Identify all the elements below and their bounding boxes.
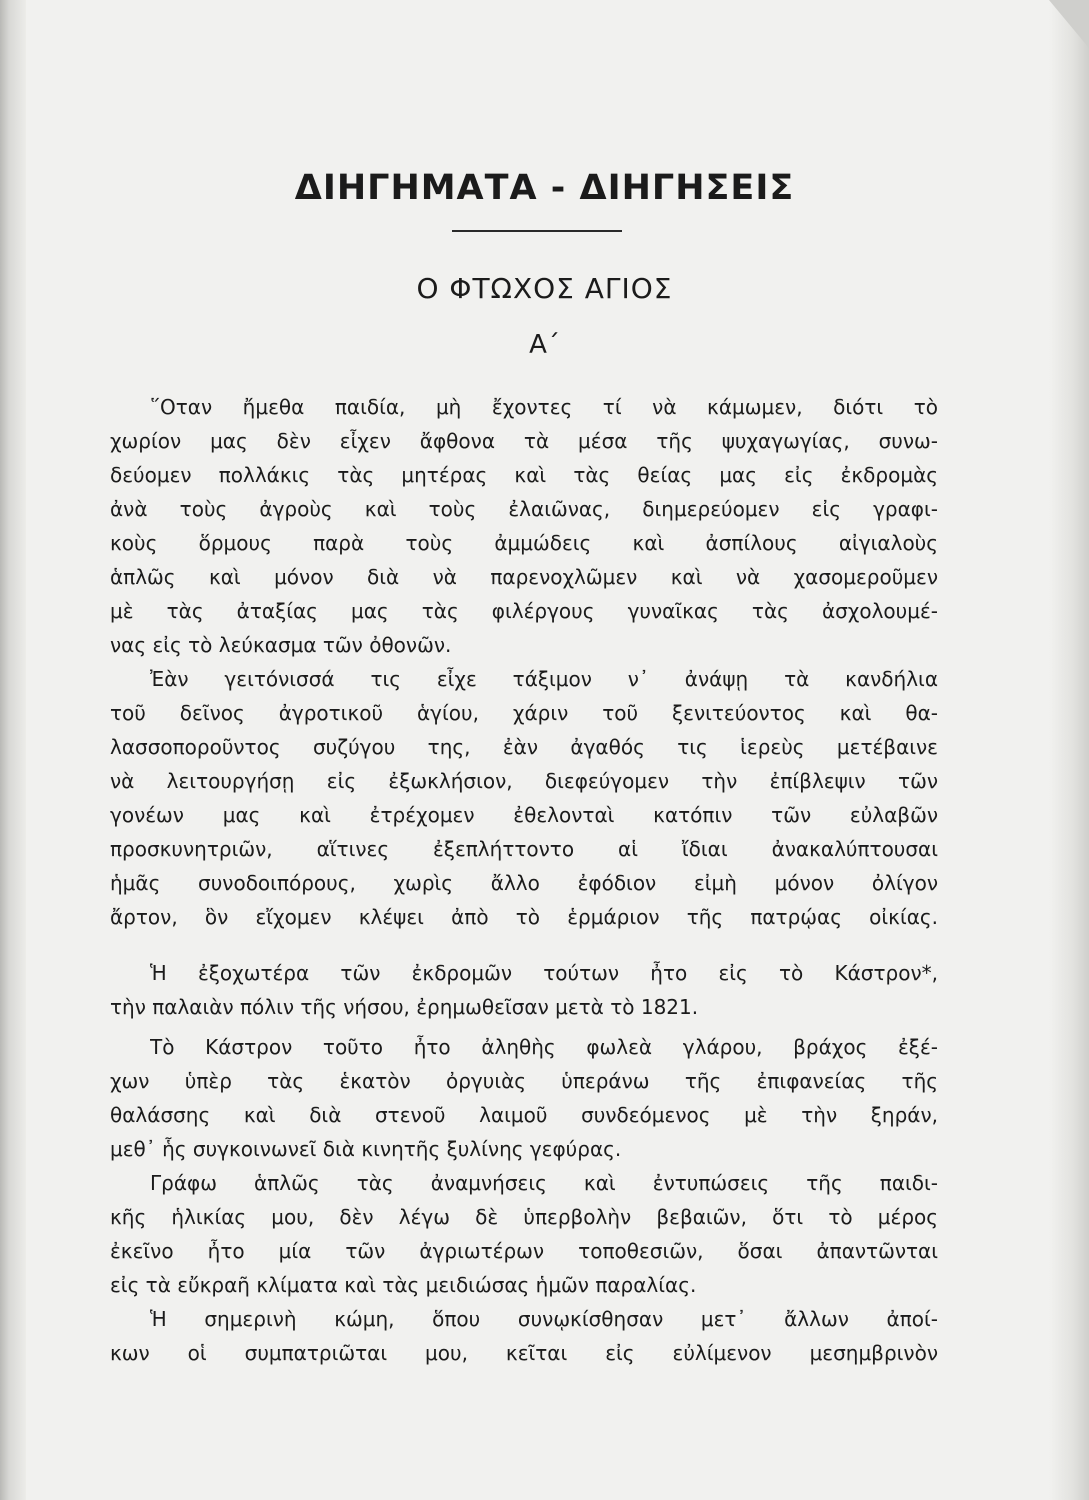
chapter-number: Α΄ bbox=[529, 330, 560, 360]
text-line: Γράφω ἁπλῶς τὰς ἀναμνήσεις καὶ ἐντυπώσεις τῆς παιδι- bbox=[150, 1171, 938, 1195]
text-line: ἀνὰ τοὺς ἀγροὺς καὶ τοὺς ἐλαιῶνας, διημερεύομεν εἰς γραφι- bbox=[110, 497, 938, 521]
text-line: ἐκεῖνο ἦτο μία τῶν ἀγριωτέρων τοποθεσιῶν, ὅσαι ἀπαντῶνται bbox=[110, 1239, 938, 1263]
section-title: ΔΙΗΓΗΜΑΤΑ - ΔΙΗΓΗΣΕΙΣ bbox=[294, 168, 795, 208]
text-line: ῞Οταν ἤμεθα παιδία, μὴ ἔχοντες τί νὰ κάμωμεν, διότι τὸ bbox=[150, 395, 938, 419]
binding-shadow bbox=[0, 0, 26, 1500]
text-line: εἰς τὰ εὔκραῆ κλίματα καὶ τὰς μειδιώσας ἡμῶν παραλίας. bbox=[110, 1273, 697, 1297]
text-line: θαλάσσης καὶ διὰ στενοῦ λαιμοῦ συνδεόμενος μὲ τὴν ξηράν, bbox=[110, 1103, 938, 1127]
text-line: τὴν παλαιὰν πόλιν τῆς νήσου, ἐρημωθεῖσαν μετὰ τὸ 1821. bbox=[110, 995, 699, 1019]
text-line: Ἡ ἐξοχωτέρα τῶν ἐκδρομῶν τούτων ἦτο εἰς τὸ Κάστρον*, bbox=[150, 961, 938, 985]
text-line: Ἡ σημερινὴ κώμη, ὅπου συνῳκίσθησαν μετ᾽ ἄλλων ἀποί- bbox=[150, 1307, 938, 1331]
text-line: Τὸ Κάστρον τοῦτο ἦτο ἀληθὴς φωλεὰ γλάρου, βράχος ἐξέ- bbox=[150, 1035, 938, 1059]
text-line: Ἐὰν γειτόνισσά τις εἶχε τάξιμον ν᾽ ἀνάψῃ τὰ κανδήλια bbox=[150, 667, 938, 691]
text-line: ἄρτον, ὃν εἴχομεν κλέψει ἀπὸ τὸ ἑρμάριον τῆς πατρῴας οἰκίας. bbox=[110, 905, 938, 929]
title-divider bbox=[452, 230, 622, 232]
page-edge bbox=[1049, 0, 1089, 1500]
text-line: ἁπλῶς καὶ μόνον διὰ νὰ παρενοχλῶμεν καὶ νὰ χασομεροῦμεν bbox=[110, 565, 938, 589]
text-line: προσκυνητριῶν, αἵτινες ἐξεπλήττοντο αἱ ἴδιαι ἀνακαλύπτουσαι bbox=[110, 837, 938, 861]
text-line: δεύομεν πολλάκις τὰς μητέρας καὶ τὰς θείας μας εἰς ἐκδρομὰς bbox=[110, 463, 938, 487]
text-line: νας εἰς τὸ λεύκασμα τῶν ὀθονῶν. bbox=[110, 633, 452, 657]
text-line: κῆς ἡλικίας μου, δὲν λέγω δὲ ὑπερβολὴν βεβαιῶν, ὅτι τὸ μέρος bbox=[110, 1205, 938, 1229]
text-line: ἡμᾶς συνοδοιπόρους, χωρὶς ἄλλο ἐφόδιον εἰμὴ μόνον ὀλίγον bbox=[110, 871, 938, 895]
page-corner bbox=[1049, 0, 1089, 48]
story-title: Ο ΦΤΩΧΟΣ ΑΓΙΟΣ bbox=[416, 272, 673, 305]
text-line: γονέων μας καὶ ἐτρέχομεν ἐθελονταὶ κατόπιν τῶν εὐλαβῶν bbox=[110, 803, 938, 827]
text-line: μεθ᾽ ἧς συγκοινωνεῖ διὰ κινητῆς ξυλίνης γεφύρας. bbox=[110, 1137, 622, 1161]
text-line: τοῦ δεῖνος ἀγροτικοῦ ἁγίου, χάριν τοῦ ξενιτεύοντος καὶ θα- bbox=[110, 701, 938, 725]
text-line: κοὺς ὅρμους παρὰ τοὺς ἀμμώδεις καὶ ἀσπίλους αἰγιαλοὺς bbox=[110, 531, 938, 555]
text-line: χωρίον μας δὲν εἶχεν ἄφθονα τὰ μέσα τῆς ψυχαγωγίας, συνω- bbox=[110, 429, 938, 453]
text-line: λασσοποροῦντος συζύγου της, ἐὰν ἀγαθός τις ἱερεὺς μετέβαινε bbox=[110, 735, 938, 759]
text-line: μὲ τὰς ἀταξίας μας τὰς φιλέργους γυναῖκας τὰς ἀσχολουμέ- bbox=[110, 599, 938, 623]
text-line: χων ὑπὲρ τὰς ἑκατὸν ὀργυιὰς ὑπεράνω τῆς ἐπιφανείας τῆς bbox=[110, 1069, 938, 1093]
text-line: κων οἱ συμπατριῶται μου, κεῖται εἰς εὐλίμενον μεσημβρινὸν bbox=[110, 1341, 938, 1365]
text-line: νὰ λειτουργήσῃ εἰς ἐξωκλήσιον, διεφεύγομεν τὴν ἐπίβλεψιν τῶν bbox=[110, 769, 938, 793]
